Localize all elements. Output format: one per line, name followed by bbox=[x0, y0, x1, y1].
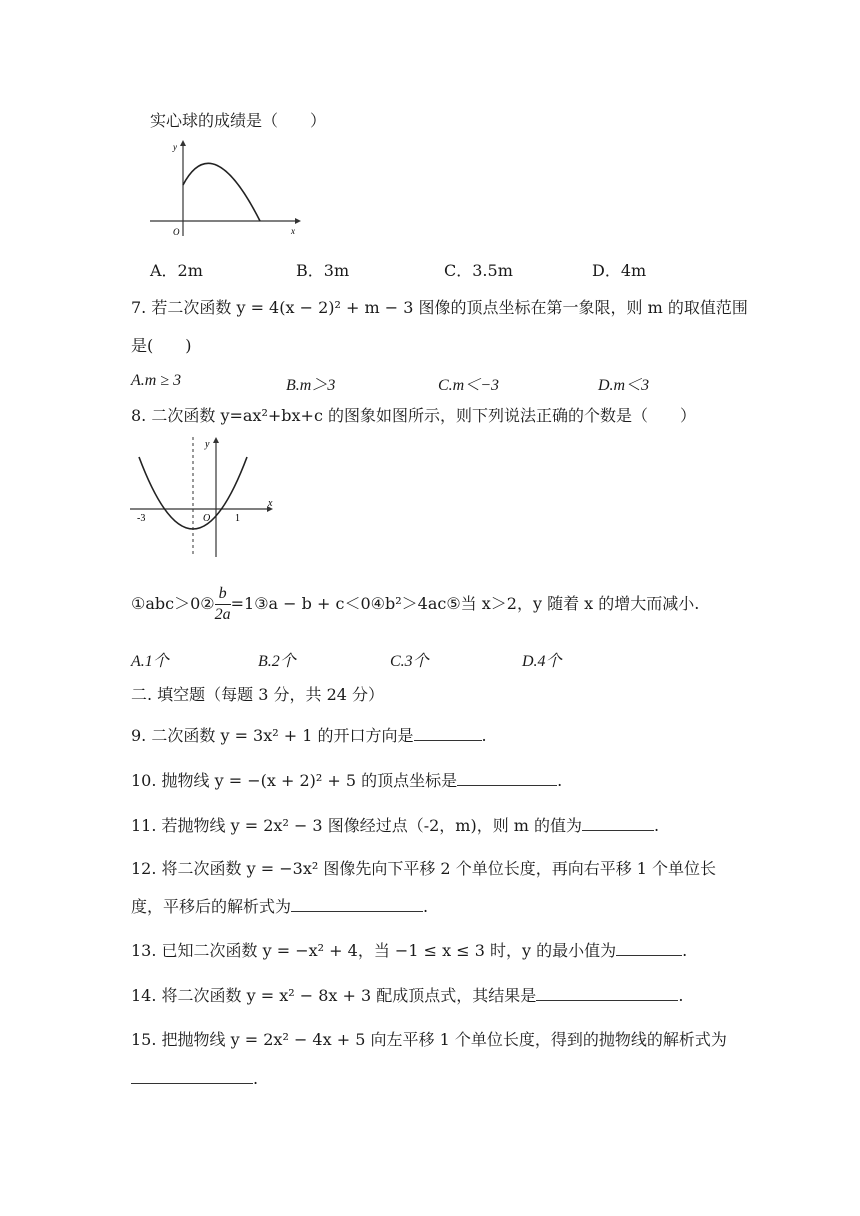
q13-end: . bbox=[682, 941, 688, 960]
q8-text: 8. 二次函数 y=ax²+bx+c 的图象如图所示，则下列说法正确的个数是（ ） bbox=[131, 406, 696, 425]
q10-answer-blank[interactable] bbox=[457, 771, 557, 786]
q12-line2 bbox=[131, 896, 428, 918]
q8-y-arrow bbox=[213, 437, 219, 443]
q9-answer-blank[interactable] bbox=[414, 726, 482, 741]
q6-intro: 实心球的成绩是（ ） bbox=[150, 111, 327, 130]
q13-answer-blank[interactable] bbox=[616, 941, 682, 956]
q6-option-c[interactable]: C．3.5m bbox=[444, 261, 513, 280]
q14-text: 14. 将二次函数 y = x² − 8x + 3 配成顶点式，其结果是 bbox=[131, 986, 537, 1005]
q6-graph bbox=[145, 138, 305, 238]
q13-line bbox=[131, 940, 687, 962]
q7-option-d[interactable]: D.m＜3 bbox=[598, 377, 650, 394]
q6-x-arrow bbox=[295, 218, 301, 224]
q14-end: . bbox=[678, 986, 684, 1005]
q8-origin: O bbox=[203, 513, 211, 524]
q6-option-b[interactable]: B．3m bbox=[296, 261, 350, 280]
q9-line bbox=[131, 725, 487, 747]
q10-line bbox=[131, 770, 562, 792]
q12-end: . bbox=[423, 897, 429, 916]
q8-x-label: x bbox=[268, 498, 273, 509]
q8-statement-part2: =1③a − b + c＜0④b²＞4ac⑤当 x＞2，y 随着 x 的增大而减小. bbox=[230, 594, 700, 613]
q10-text: 10. 抛物线 y = −(x + 2)² + 5 的顶点坐标是 bbox=[131, 771, 458, 790]
section2-title: 二. 填空题（每题 3 分，共 24 分） bbox=[131, 685, 385, 704]
q8-fraction bbox=[215, 584, 231, 625]
q11-line bbox=[131, 815, 659, 837]
q8-frac-den: 2a bbox=[214, 606, 231, 623]
q6-x-label: x bbox=[291, 226, 295, 236]
q14-answer-blank[interactable] bbox=[536, 986, 678, 1001]
q7-option-c[interactable]: C.m＜−3 bbox=[438, 377, 500, 394]
q8-root-right: 1 bbox=[235, 513, 240, 524]
q8-statements bbox=[131, 580, 699, 630]
q15-text-line1: 15. 把抛物线 y = 2x² − 4x + 5 向左平移 1 个单位长度，得到的抛物线的解析式为 bbox=[131, 1030, 727, 1049]
q15-line2 bbox=[131, 1068, 258, 1090]
q13-text: 13. 已知二次函数 y = −x² + 4，当 −1 ≤ x ≤ 3 时，y 的最小值为 bbox=[131, 941, 617, 960]
q10-end: . bbox=[557, 771, 563, 790]
q15-answer-blank[interactable] bbox=[131, 1069, 253, 1084]
q7-text-line2: 是( ) bbox=[131, 336, 192, 355]
q6-y-arrow bbox=[180, 140, 186, 146]
q14-line bbox=[131, 985, 683, 1007]
q12-answer-blank[interactable] bbox=[291, 897, 423, 912]
q8-option-a[interactable]: A.1个 bbox=[131, 653, 169, 670]
q8-frac-num: b bbox=[215, 584, 231, 605]
q8-statement-part1: ①abc＞0② bbox=[131, 594, 215, 613]
q12-text-line1: 12. 将二次函数 y = −3x² 图像先向下平移 2 个单位长度，再向右平移 1 个单位长 bbox=[131, 859, 717, 878]
q11-text: 11. 若抛物线 y = 2x² − 3 图像经过点（-2，m)，则 m 的值为 bbox=[131, 816, 583, 835]
q8-option-b[interactable]: B.2个 bbox=[258, 653, 296, 670]
q8-option-d[interactable]: D.4个 bbox=[522, 653, 562, 670]
q7-option-b[interactable]: B.m＞3 bbox=[286, 377, 336, 394]
q6-y-label: y bbox=[173, 142, 177, 152]
q6-origin: O bbox=[173, 227, 180, 237]
q9-text: 9. 二次函数 y = 3x² + 1 的开口方向是 bbox=[131, 726, 414, 745]
q7-option-a[interactable]: A.m ≥ 3 bbox=[131, 372, 182, 389]
q11-end: . bbox=[654, 816, 660, 835]
q8-option-c[interactable]: C.3个 bbox=[390, 653, 429, 670]
q6-option-a[interactable]: A．2m bbox=[150, 261, 203, 280]
q6-option-d[interactable]: D．4m bbox=[592, 261, 647, 280]
q11-answer-blank[interactable] bbox=[582, 816, 654, 831]
q8-graph bbox=[125, 433, 280, 561]
q15-end: . bbox=[253, 1069, 259, 1088]
q6-trajectory bbox=[183, 163, 260, 221]
q12-text-line2: 度，平移后的解析式为 bbox=[131, 897, 292, 916]
q8-y-label: y bbox=[205, 439, 210, 450]
q8-root-left: -3 bbox=[137, 513, 146, 524]
q7-text-line1: 7. 若二次函数 y = 4(x − 2)² + m − 3 图像的顶点坐标在第一象限，则 m 的取值范围 bbox=[131, 298, 748, 317]
q9-end: . bbox=[481, 726, 487, 745]
